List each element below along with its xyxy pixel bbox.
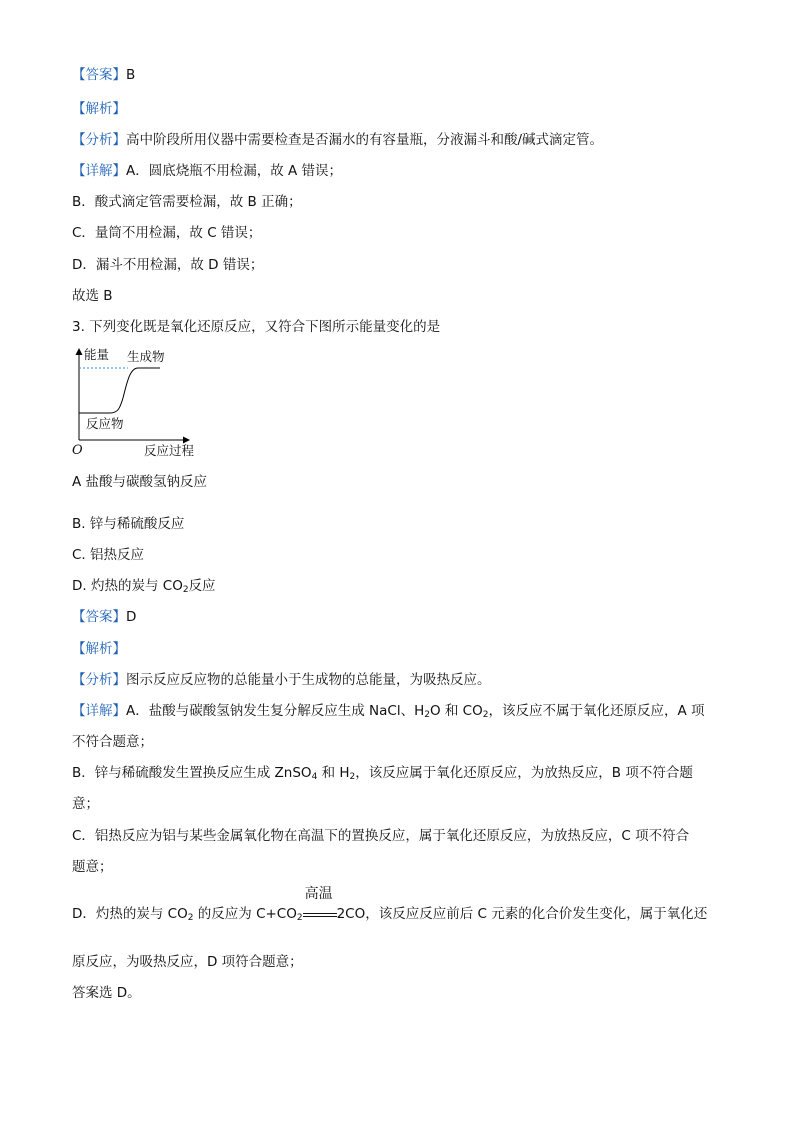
- reaction-condition-arrow: [303, 886, 337, 923]
- detail-b-1: [72, 764, 693, 786]
- analysis-heading-q2: [72, 100, 126, 118]
- sub: 2: [482, 710, 489, 720]
- detail-a: A．圆底烧瓶不用检漏，故 A 错误；: [126, 163, 343, 179]
- energy-curve: [79, 368, 160, 413]
- detail-a-1-end: ，该反应不属于氧化还原反应，A 项: [488, 703, 705, 719]
- equals-line-top: [303, 913, 337, 914]
- option-d: [72, 577, 216, 599]
- final-answer-q3: 答案选 D。: [72, 985, 141, 1001]
- detail-d-1-mid: 的反应为 C+CO: [193, 906, 297, 922]
- fenxi-line-q3: [72, 671, 491, 689]
- analysis-heading-q3: [72, 640, 126, 658]
- detail-a-1: A．盐酸与碳酸氢钠发生复分解反应生成 NaCl、H: [126, 703, 425, 719]
- answer-value-q3: D: [126, 609, 137, 625]
- detail-d-2: 原反应，为吸热反应，D 项符合题意；: [72, 954, 303, 970]
- reactant-label: 反应物: [86, 416, 124, 431]
- answer-value: B: [126, 67, 136, 83]
- fenxi-tag: 【分析】: [72, 132, 126, 148]
- fenxi-text-q3: 图示反应反应物的总能量小于生成物的总能量，为吸热反应。: [126, 672, 491, 688]
- answer-tag-q3: 【答案】: [72, 609, 126, 625]
- sub: 4: [311, 772, 318, 782]
- detail-b-1-mid: 和 H: [317, 765, 350, 781]
- xiangjie-tag: 【详解】: [72, 163, 126, 179]
- option-b: B. 锌与稀硫酸反应: [72, 516, 185, 532]
- option-d-sub: 2: [182, 585, 189, 595]
- option-a: A 盐酸与碳酸氢钠反应: [72, 474, 208, 490]
- detail-d-1-pre: D．灼热的炭与 CO: [72, 906, 188, 922]
- answer-line-q3: [72, 608, 136, 626]
- detail-b-q2: B．酸式滴定管需要检漏，故 B 正确；: [72, 194, 302, 210]
- equals-line-bottom: [303, 916, 337, 917]
- y-axis-label: 能量: [84, 347, 110, 362]
- sub: 2: [187, 913, 194, 923]
- xiangjie-line-q3: [72, 702, 705, 724]
- detail-c-2: 题意；: [72, 859, 113, 875]
- detail-d-1-product: 2CO: [336, 906, 366, 922]
- sub: 2: [424, 710, 430, 720]
- sub: 2: [296, 913, 303, 923]
- detail-c-1: C．铝热反应为铝与某些金属氧化物在高温下的置换反应，属于氧化还原反应，为放热反应，C 项不符合: [72, 828, 690, 844]
- detail-c-q2: C．量筒不用检漏，故 C 错误；: [72, 225, 262, 241]
- fenxi-text: 高中阶段所用仪器中需要检查是否漏水的有容量瓶，分液漏斗和酸/碱式滴定管。: [126, 132, 604, 148]
- xiangjie-tag-q3: 【详解】: [72, 703, 126, 719]
- detail-b-2: 意；: [72, 796, 99, 812]
- condition-text: 高温: [304, 886, 333, 902]
- detail-b-1-end: ，该反应属于氧化还原反应，为放热反应，B 项不符合题: [355, 765, 693, 781]
- option-d-post: 反应: [188, 578, 216, 594]
- fenxi-line-q2: [72, 131, 603, 149]
- detail-d-1-end: ，该反应反应前后 C 元素的化合价发生变化，属于氧化还: [365, 906, 708, 922]
- sub: 2: [349, 772, 356, 782]
- conclusion-q2: 故选 B: [72, 288, 113, 304]
- option-d-pre: D. 灼热的炭与 CO: [72, 578, 183, 594]
- analysis-tag: 【解析】: [72, 101, 126, 117]
- origin-label: O: [72, 443, 83, 458]
- answer-line-q2: [72, 66, 135, 84]
- x-axis-label: 反应过程: [144, 443, 195, 458]
- xiangjie-line-q2: [72, 162, 342, 180]
- option-c: C. 铝热反应: [72, 547, 145, 563]
- detail-d-1: [72, 886, 708, 927]
- answer-tag: 【答案】: [72, 67, 126, 83]
- detail-a-1-mid: O 和 CO: [429, 703, 483, 719]
- detail-d-q2: D．漏斗不用检漏，故 D 错误；: [72, 257, 264, 273]
- detail-b-1-text: B．锌与稀硫酸发生置换反应生成 ZnSO: [72, 765, 312, 781]
- product-label: 生成物: [127, 349, 165, 364]
- detail-a-2: 不符合题意；: [72, 734, 153, 750]
- fenxi-tag-q3: 【分析】: [72, 672, 126, 688]
- energy-diagram: [70, 346, 210, 464]
- question-stem-q3: 3. 下列变化既是氧化还原反应，又符合下图所示能量变化的是: [72, 319, 441, 335]
- analysis-tag-q3: 【解析】: [72, 641, 126, 657]
